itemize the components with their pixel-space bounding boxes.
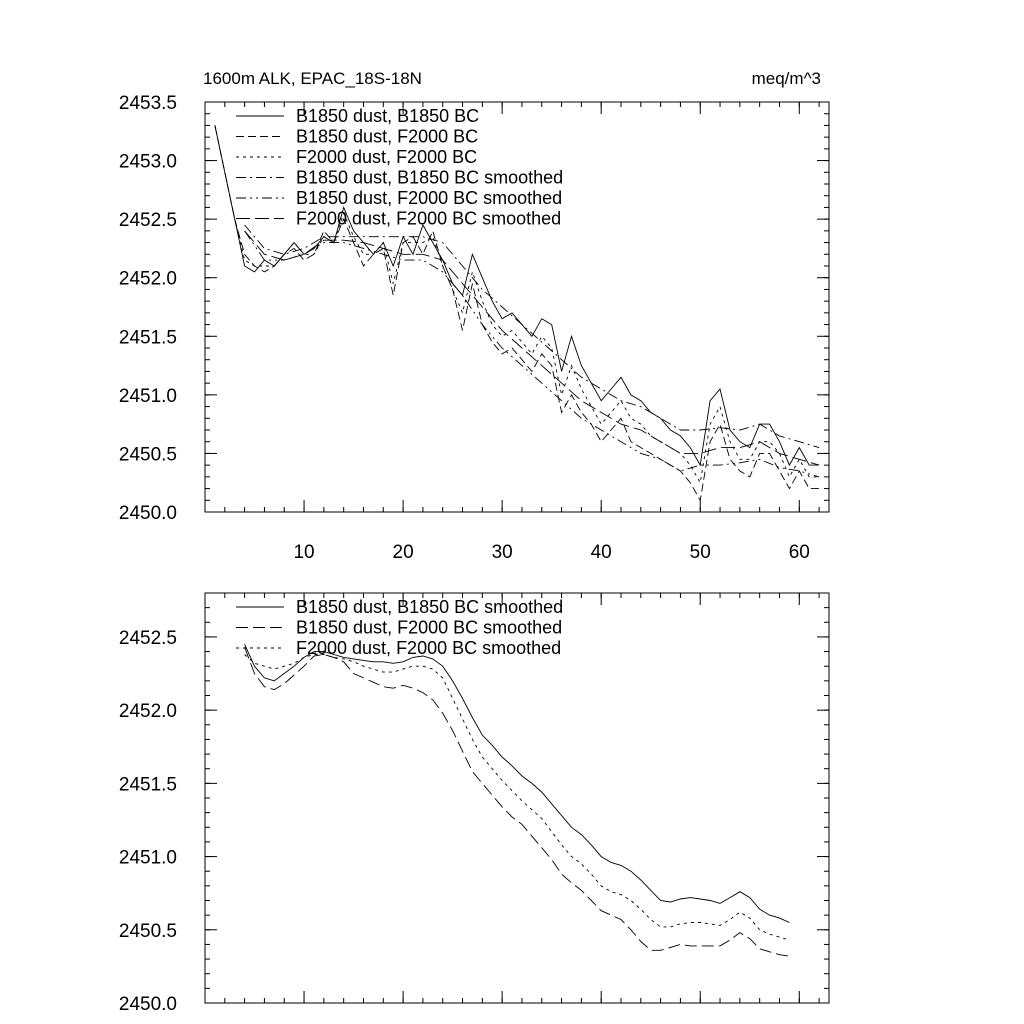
y-tick-label: 2451.0	[118, 385, 177, 407]
series-line-6	[245, 231, 820, 465]
y-tick-label: 2452.5	[118, 627, 177, 649]
x-tick-label: 50	[689, 542, 711, 563]
y-tick-label: 2451.0	[118, 847, 177, 869]
series-line-2	[245, 647, 790, 956]
x-tick-label: 40	[590, 542, 612, 563]
series-line-5	[245, 231, 820, 477]
legend-label: F2000 dust, F2000 BC	[296, 147, 478, 167]
y-tick-label: 2450.0	[118, 503, 177, 524]
legend-label: B1850 dust, B1850 BC	[296, 106, 480, 126]
series-line-3	[245, 655, 790, 941]
y-tick-label: 2452.0	[118, 701, 177, 723]
x-tick-label: 20	[392, 542, 414, 563]
y-tick-label: 2452.5	[118, 210, 177, 232]
legend-label: F2000 dust, F2000 BC smoothed	[296, 208, 562, 229]
y-tick-label: 2450.5	[118, 920, 177, 942]
legend-label: B1850 dust, F2000 BC	[296, 126, 479, 147]
bottom-chart-panel	[119, 593, 829, 1015]
legend-label: B1850 dust, B1850 BC smoothed	[296, 597, 564, 617]
y-tick-label: 2451.5	[118, 327, 177, 349]
y-tick-label: 2453.0	[118, 151, 177, 173]
x-tick-label: 60	[788, 542, 810, 563]
series-line-1	[245, 644, 790, 922]
legend-label: B1850 dust, F2000 BC smoothed	[296, 617, 563, 638]
top-chart-panel	[119, 69, 829, 563]
y-tick-label: 2451.5	[118, 774, 177, 796]
legend-label: B1850 dust, F2000 BC smoothed	[296, 188, 563, 208]
y-tick-label: 2453.5	[118, 93, 177, 114]
legend-label: B1850 dust, B1850 BC smoothed	[296, 167, 564, 188]
y-tick-label: 2450.0	[118, 994, 177, 1015]
y-tick-label: 2450.5	[118, 444, 177, 466]
x-tick-label: 10	[293, 542, 315, 563]
top-chart-title: 1600m ALK, EPAC_18S-18N	[203, 69, 422, 88]
legend-label: F2000 dust, F2000 BC smoothed	[296, 638, 562, 658]
x-tick-label: 30	[491, 542, 513, 563]
top-chart-units: meq/m^3	[751, 69, 821, 88]
y-tick-label: 2452.0	[118, 268, 177, 290]
